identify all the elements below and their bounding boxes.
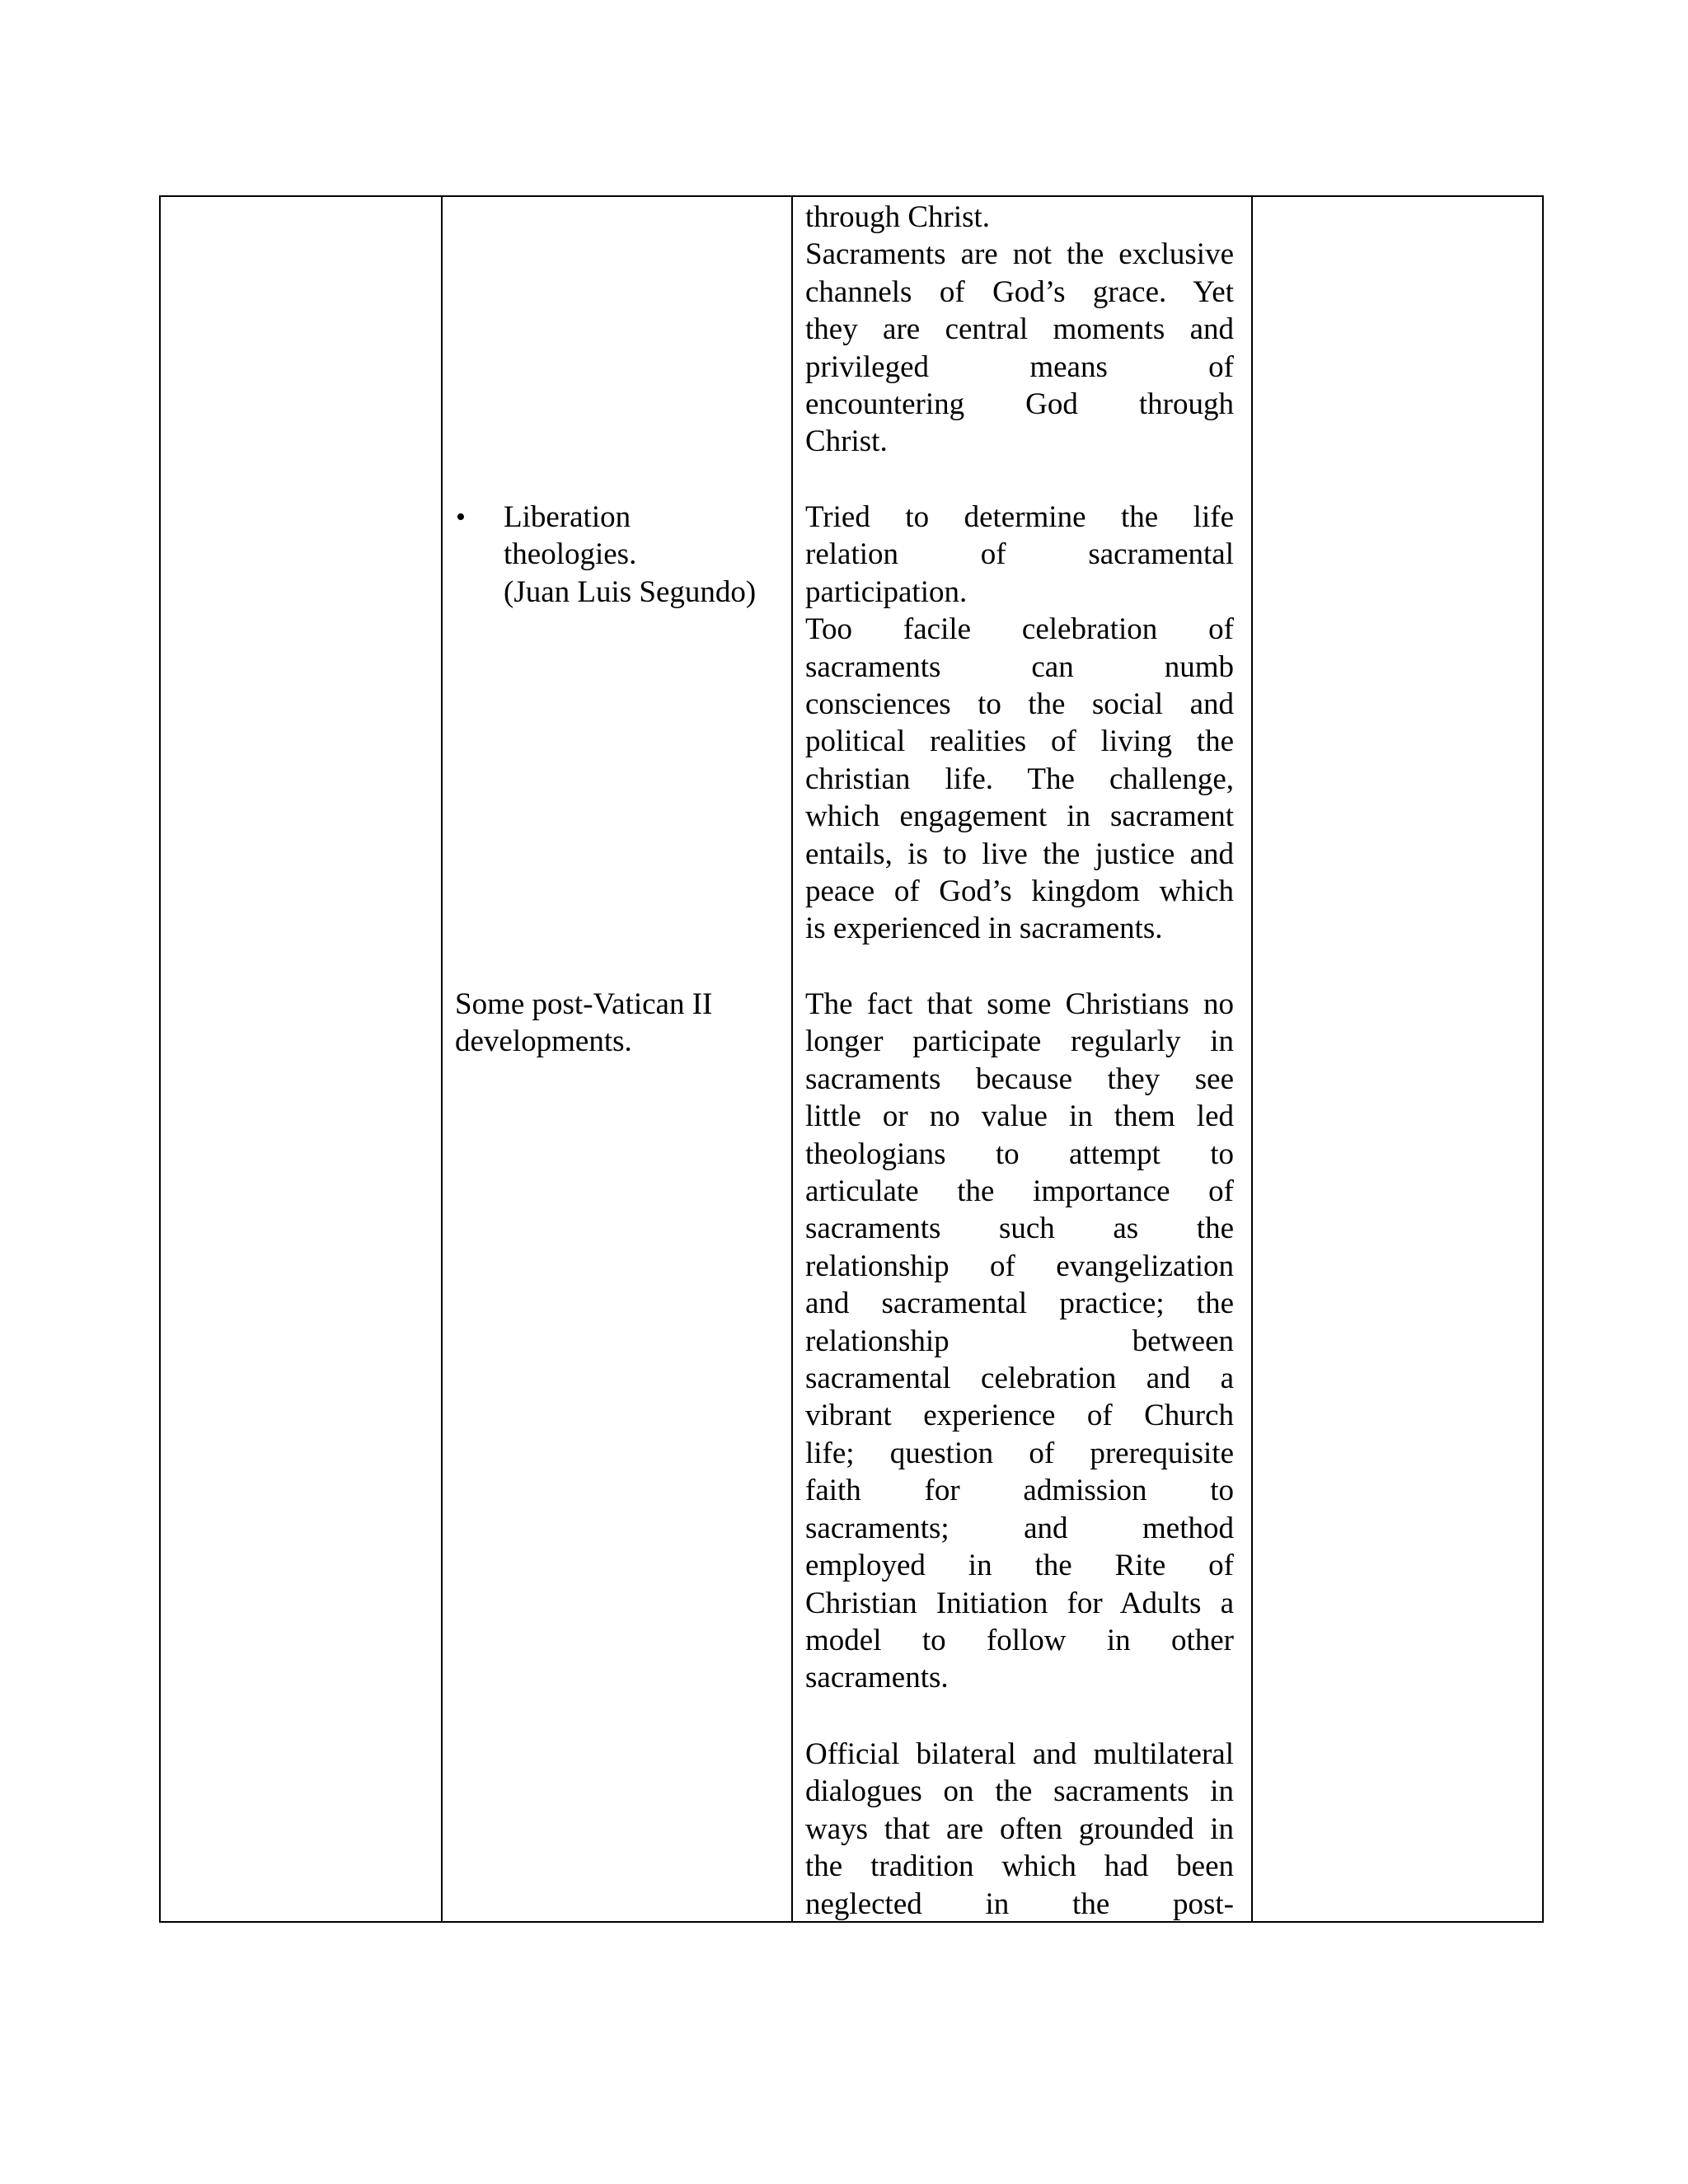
paragraph-line: dialogues on the sacraments in	[805, 1774, 1234, 1809]
paragraph-line: longer participate regularly in	[805, 1024, 1234, 1059]
liberation-theologies-entry	[504, 499, 784, 611]
paragraph-line: and sacramental practice; the	[805, 1286, 1234, 1321]
paragraph-line: peace of God’s kingdom which	[805, 874, 1234, 909]
paragraph-line: Too facile celebration of	[805, 612, 1234, 647]
paragraph-line: encountering God through	[805, 387, 1234, 422]
paragraph-line: channels of God’s grace. Yet	[805, 274, 1234, 309]
paragraph-line: theologians to attempt to	[805, 1137, 1234, 1171]
paragraph-line: Official bilateral and multilateral	[805, 1737, 1234, 1771]
paragraph-line: The fact that some Christians no	[805, 987, 1234, 1021]
paragraph-line: political realities of living the	[805, 724, 1234, 759]
paragraph-line: relationship of evangelization	[805, 1249, 1234, 1283]
paragraph-line: sacramental celebration and a	[805, 1361, 1234, 1396]
paragraph-line: sacraments.	[805, 1661, 949, 1695]
paragraph-line: sacraments such as the	[805, 1212, 1234, 1246]
column-divider	[1251, 197, 1253, 1921]
liberation-description-paragraph	[805, 499, 1234, 948]
paragraph-line: entails, is to live the justice and	[805, 837, 1234, 871]
paragraph-line: Christian Initiation for Adults a	[805, 1586, 1234, 1620]
paragraph-line: Tried to determine the life	[805, 500, 1234, 534]
paragraph-line: ways that are often grounded in	[805, 1811, 1234, 1846]
paragraph-line: sacraments; and method	[805, 1511, 1234, 1545]
entry-line: developments.	[455, 1024, 632, 1059]
column-divider	[791, 197, 793, 1921]
paragraph-line: which engagement in sacrament	[805, 799, 1234, 834]
paragraph-line: is experienced in sacraments.	[805, 912, 1163, 946]
paragraph-line: faith for admission to	[805, 1474, 1234, 1508]
paragraph-line: consciences to the social and	[805, 687, 1234, 722]
paragraph-line: life; question of prerequisite	[805, 1436, 1234, 1470]
paragraph-line: little or no value in them led	[805, 1099, 1234, 1134]
sacraments-channels-paragraph	[805, 199, 1234, 461]
dialogues-paragraph	[805, 1736, 1234, 1923]
paragraph-line: Sacraments are not the exclusive	[805, 237, 1234, 272]
post-vatican-entry	[455, 986, 785, 1061]
paragraph-line: participation.	[805, 574, 968, 609]
entry-line: Some post-Vatican II	[455, 987, 713, 1021]
paragraph-line: relation of sacramental	[805, 537, 1234, 572]
paragraph-line: christian life. The challenge,	[805, 762, 1234, 796]
paragraph-line: they are central moments and	[805, 312, 1234, 347]
post-vatican-description-paragraph	[805, 986, 1234, 1697]
paragraph-line: model to follow in other	[805, 1623, 1234, 1657]
column-divider	[441, 197, 443, 1921]
entry-line: theologies.	[504, 537, 637, 572]
entry-line: Liberation	[504, 500, 631, 534]
paragraph-line: sacraments can numb	[805, 649, 1234, 684]
paragraph-line: relationship between	[805, 1324, 1234, 1358]
paragraph-line: the tradition which had been	[805, 1849, 1234, 1884]
paragraph-line: articulate the importance of	[805, 1174, 1234, 1209]
paragraph-line: Christ.	[805, 424, 888, 459]
paragraph-line: privileged means of	[805, 349, 1234, 384]
entry-line: (Juan Luis Segundo)	[504, 574, 757, 609]
paragraph-line: employed in the Rite of	[805, 1549, 1234, 1583]
paragraph-line: vibrant experience of Church	[805, 1399, 1234, 1433]
bullet-icon: •	[456, 502, 466, 532]
paragraph-line: neglected in the post-	[805, 1886, 1234, 1921]
paragraph-line: sacraments because they see	[805, 1062, 1234, 1096]
paragraph-line: through Christ.	[805, 200, 991, 234]
